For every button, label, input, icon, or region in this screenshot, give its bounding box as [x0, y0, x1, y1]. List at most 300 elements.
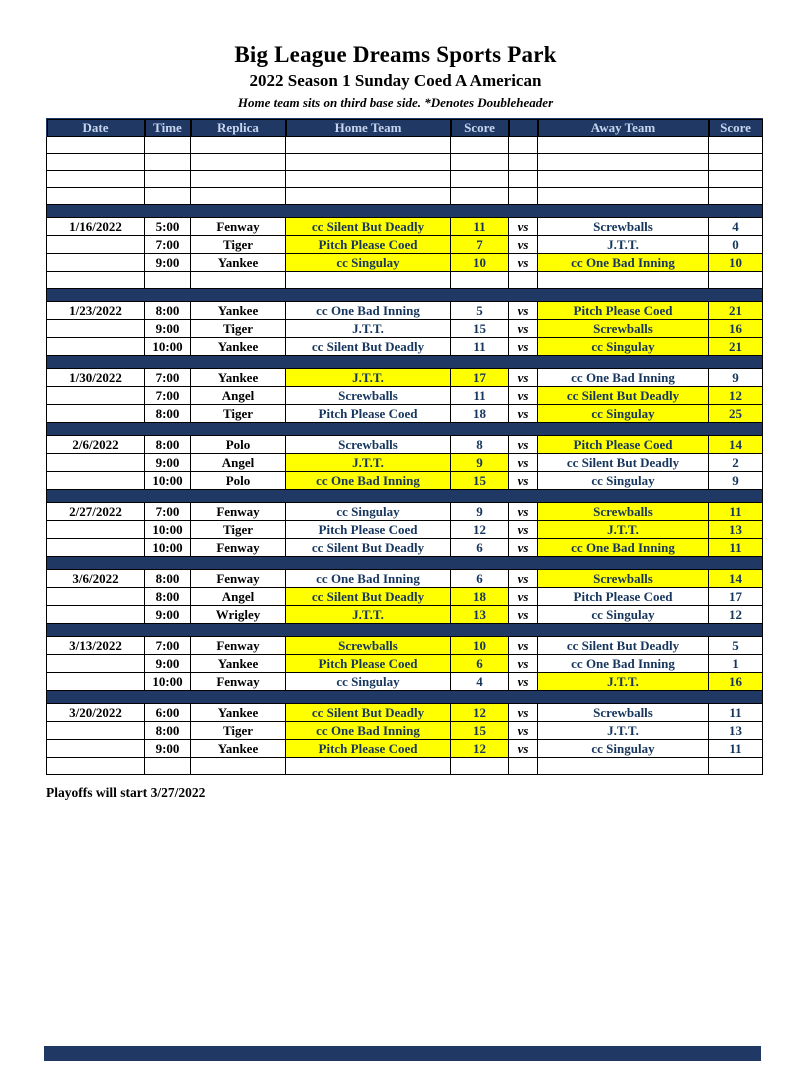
home-score-cell: 18 — [451, 405, 509, 423]
vs-label-cell: vs — [509, 521, 538, 539]
empty-cell — [47, 758, 145, 775]
home-score-cell: 17 — [451, 369, 509, 387]
date-cell — [47, 740, 145, 758]
empty-cell — [286, 137, 451, 154]
vs-label-cell: vs — [509, 369, 538, 387]
date-cell — [47, 254, 145, 272]
away-score-cell: 16 — [709, 673, 763, 691]
time-cell: 8:00 — [145, 570, 191, 588]
away-score-cell: 10 — [709, 254, 763, 272]
vs-label-cell: vs — [509, 740, 538, 758]
replica-cell: Angel — [191, 387, 286, 405]
vs-label-cell: vs — [509, 539, 538, 557]
empty-cell — [709, 272, 763, 289]
empty-cell — [191, 137, 286, 154]
home-team-cell: J.T.T. — [286, 320, 451, 338]
empty-cell — [145, 171, 191, 188]
time-cell: 10:00 — [145, 521, 191, 539]
home-team-cell: Screwballs — [286, 387, 451, 405]
empty-cell — [286, 154, 451, 171]
game-row — [47, 436, 763, 454]
vs-label-cell: vs — [509, 673, 538, 691]
home-team-cell: cc One Bad Inning — [286, 722, 451, 740]
date-cell — [47, 236, 145, 254]
schedule-page — [0, 42, 791, 1066]
time-cell: 9:00 — [145, 740, 191, 758]
time-cell: 7:00 — [145, 387, 191, 405]
vs-label-cell: vs — [509, 503, 538, 521]
away-score-cell: 17 — [709, 588, 763, 606]
home-score-cell: 5 — [451, 302, 509, 320]
empty-cell — [286, 171, 451, 188]
away-score-cell: 12 — [709, 606, 763, 624]
header-replica: Replica — [191, 119, 286, 137]
replica-cell: Fenway — [191, 503, 286, 521]
empty-row — [47, 272, 763, 289]
replica-cell: Fenway — [191, 637, 286, 655]
empty-cell — [286, 272, 451, 289]
game-row — [47, 236, 763, 254]
date-cell — [47, 521, 145, 539]
away-team-cell: Pitch Please Coed — [538, 588, 709, 606]
vs-label-cell: vs — [509, 722, 538, 740]
empty-cell — [509, 272, 538, 289]
empty-cell — [145, 188, 191, 205]
away-team-cell: cc Singulay — [538, 472, 709, 490]
game-row — [47, 472, 763, 490]
away-team-cell: cc Singulay — [538, 740, 709, 758]
time-cell: 9:00 — [145, 254, 191, 272]
away-team-cell: cc One Bad Inning — [538, 655, 709, 673]
vs-label-cell: vs — [509, 655, 538, 673]
empty-cell — [286, 188, 451, 205]
empty-cell — [451, 137, 509, 154]
away-score-cell: 25 — [709, 405, 763, 423]
empty-cell — [709, 188, 763, 205]
empty-cell — [145, 272, 191, 289]
home-team-cell: Screwballs — [286, 436, 451, 454]
time-cell: 5:00 — [145, 218, 191, 236]
home-score-cell: 13 — [451, 606, 509, 624]
away-score-cell: 1 — [709, 655, 763, 673]
date-cell: 3/6/2022 — [47, 570, 145, 588]
date-cell: 2/6/2022 — [47, 436, 145, 454]
empty-cell — [451, 188, 509, 205]
empty-cell — [509, 154, 538, 171]
home-score-cell: 11 — [451, 338, 509, 356]
away-team-cell: Screwballs — [538, 704, 709, 722]
home-score-cell: 7 — [451, 236, 509, 254]
game-row — [47, 673, 763, 691]
home-score-cell: 4 — [451, 673, 509, 691]
empty-row — [47, 154, 763, 171]
empty-cell — [538, 171, 709, 188]
away-score-cell: 21 — [709, 338, 763, 356]
game-row — [47, 588, 763, 606]
away-team-cell: cc Singulay — [538, 606, 709, 624]
home-team-cell: cc Silent But Deadly — [286, 704, 451, 722]
date-cell — [47, 722, 145, 740]
home-score-cell: 15 — [451, 722, 509, 740]
home-team-cell: cc Silent But Deadly — [286, 218, 451, 236]
time-cell: 8:00 — [145, 405, 191, 423]
away-score-cell: 11 — [709, 740, 763, 758]
home-team-cell: cc One Bad Inning — [286, 302, 451, 320]
empty-cell — [538, 272, 709, 289]
vs-label-cell: vs — [509, 454, 538, 472]
vs-label-cell: vs — [509, 405, 538, 423]
replica-cell: Fenway — [191, 673, 286, 691]
time-cell: 10:00 — [145, 472, 191, 490]
week-separator-row — [47, 423, 763, 436]
schedule-body — [47, 137, 763, 775]
home-score-cell: 12 — [451, 521, 509, 539]
empty-cell — [286, 758, 451, 775]
away-team-cell: cc One Bad Inning — [538, 369, 709, 387]
home-team-cell: Pitch Please Coed — [286, 521, 451, 539]
empty-cell — [47, 272, 145, 289]
home-score-cell: 8 — [451, 436, 509, 454]
away-score-cell: 11 — [709, 503, 763, 521]
empty-cell — [451, 758, 509, 775]
replica-cell: Angel — [191, 588, 286, 606]
home-score-cell: 12 — [451, 704, 509, 722]
empty-cell — [47, 137, 145, 154]
home-score-cell: 6 — [451, 570, 509, 588]
empty-cell — [538, 188, 709, 205]
time-cell: 9:00 — [145, 655, 191, 673]
home-score-cell: 15 — [451, 472, 509, 490]
home-team-cell: Pitch Please Coed — [286, 405, 451, 423]
away-team-cell: cc One Bad Inning — [538, 539, 709, 557]
away-team-cell: Screwballs — [538, 503, 709, 521]
week-separator-cell — [47, 356, 763, 369]
away-team-cell: cc Singulay — [538, 405, 709, 423]
home-score-cell: 15 — [451, 320, 509, 338]
vs-label-cell: vs — [509, 218, 538, 236]
week-separator-cell — [47, 557, 763, 570]
time-cell: 10:00 — [145, 539, 191, 557]
game-row — [47, 302, 763, 320]
schedule-table — [46, 118, 763, 775]
replica-cell: Yankee — [191, 655, 286, 673]
home-score-cell: 11 — [451, 387, 509, 405]
date-cell: 1/23/2022 — [47, 302, 145, 320]
game-row — [47, 704, 763, 722]
vs-label-cell: vs — [509, 320, 538, 338]
time-cell: 7:00 — [145, 637, 191, 655]
game-row — [47, 740, 763, 758]
empty-cell — [709, 154, 763, 171]
empty-cell — [451, 154, 509, 171]
date-cell — [47, 320, 145, 338]
empty-cell — [145, 154, 191, 171]
away-team-cell: J.T.T. — [538, 722, 709, 740]
time-cell: 8:00 — [145, 436, 191, 454]
replica-cell: Fenway — [191, 539, 286, 557]
away-score-cell: 9 — [709, 472, 763, 490]
week-separator-cell — [47, 490, 763, 503]
empty-row — [47, 171, 763, 188]
game-row — [47, 539, 763, 557]
vs-label-cell: vs — [509, 588, 538, 606]
replica-cell: Yankee — [191, 740, 286, 758]
playoffs-note: Playoffs will start 3/27/2022 — [46, 785, 206, 800]
empty-cell — [509, 188, 538, 205]
bottom-navy-bar — [44, 1046, 761, 1061]
away-score-cell: 11 — [709, 539, 763, 557]
date-cell: 3/20/2022 — [47, 704, 145, 722]
away-score-cell: 12 — [709, 387, 763, 405]
game-row — [47, 454, 763, 472]
game-row — [47, 218, 763, 236]
away-score-cell: 14 — [709, 570, 763, 588]
empty-cell — [191, 272, 286, 289]
home-score-cell: 10 — [451, 637, 509, 655]
game-row — [47, 503, 763, 521]
home-team-cell: Pitch Please Coed — [286, 655, 451, 673]
vs-label-cell: vs — [509, 302, 538, 320]
header-home-score: Score — [451, 119, 509, 137]
empty-cell — [191, 188, 286, 205]
vs-label-cell: vs — [509, 387, 538, 405]
time-cell: 9:00 — [145, 454, 191, 472]
game-row — [47, 521, 763, 539]
home-score-cell: 9 — [451, 503, 509, 521]
header-row — [47, 119, 763, 137]
date-cell — [47, 338, 145, 356]
time-cell: 6:00 — [145, 704, 191, 722]
away-score-cell: 2 — [709, 454, 763, 472]
away-score-cell: 4 — [709, 218, 763, 236]
home-team-cell: cc Silent But Deadly — [286, 338, 451, 356]
time-cell: 7:00 — [145, 503, 191, 521]
home-score-cell: 18 — [451, 588, 509, 606]
header-away-score: Score — [709, 119, 763, 137]
away-score-cell: 21 — [709, 302, 763, 320]
week-separator-cell — [47, 289, 763, 302]
empty-row — [47, 758, 763, 775]
date-cell: 1/16/2022 — [47, 218, 145, 236]
empty-cell — [538, 137, 709, 154]
week-separator-row — [47, 205, 763, 218]
home-team-cell: cc Singulay — [286, 503, 451, 521]
replica-cell: Angel — [191, 454, 286, 472]
game-row — [47, 722, 763, 740]
replica-cell: Tiger — [191, 320, 286, 338]
away-team-cell: J.T.T. — [538, 521, 709, 539]
empty-cell — [191, 171, 286, 188]
game-row — [47, 387, 763, 405]
replica-cell: Yankee — [191, 338, 286, 356]
date-cell — [47, 387, 145, 405]
home-team-cell: cc Singulay — [286, 254, 451, 272]
empty-cell — [145, 758, 191, 775]
replica-cell: Yankee — [191, 704, 286, 722]
week-separator-row — [47, 691, 763, 704]
date-cell — [47, 673, 145, 691]
date-cell: 2/27/2022 — [47, 503, 145, 521]
week-separator-row — [47, 356, 763, 369]
empty-cell — [47, 188, 145, 205]
page-note: Home team sits on third base side. *Denotes Doubleheader — [237, 95, 554, 110]
empty-cell — [145, 137, 191, 154]
away-team-cell: J.T.T. — [538, 673, 709, 691]
header-away-team: Away Team — [538, 119, 709, 137]
home-score-cell: 9 — [451, 454, 509, 472]
time-cell: 10:00 — [145, 673, 191, 691]
vs-label-cell: vs — [509, 436, 538, 454]
away-score-cell: 13 — [709, 521, 763, 539]
date-cell: 3/13/2022 — [47, 637, 145, 655]
vs-label-cell: vs — [509, 570, 538, 588]
home-team-cell: cc One Bad Inning — [286, 472, 451, 490]
away-team-cell: cc Singulay — [538, 338, 709, 356]
empty-cell — [709, 171, 763, 188]
time-cell: 10:00 — [145, 338, 191, 356]
time-cell: 8:00 — [145, 722, 191, 740]
away-team-cell: Screwballs — [538, 570, 709, 588]
replica-cell: Yankee — [191, 369, 286, 387]
week-separator-row — [47, 624, 763, 637]
time-cell: 9:00 — [145, 606, 191, 624]
empty-cell — [509, 758, 538, 775]
home-score-cell: 6 — [451, 655, 509, 673]
game-row — [47, 338, 763, 356]
empty-cell — [509, 137, 538, 154]
game-row — [47, 655, 763, 673]
week-separator-row — [47, 490, 763, 503]
away-score-cell: 14 — [709, 436, 763, 454]
empty-row — [47, 188, 763, 205]
away-team-cell: cc Silent But Deadly — [538, 454, 709, 472]
time-cell: 8:00 — [145, 588, 191, 606]
home-team-cell: J.T.T. — [286, 369, 451, 387]
away-team-cell: Pitch Please Coed — [538, 302, 709, 320]
week-separator-cell — [47, 624, 763, 637]
home-team-cell: cc Silent But Deadly — [286, 588, 451, 606]
time-cell: 8:00 — [145, 302, 191, 320]
replica-cell: Fenway — [191, 218, 286, 236]
header-home-team: Home Team — [286, 119, 451, 137]
away-team-cell: Screwballs — [538, 320, 709, 338]
vs-label-cell: vs — [509, 704, 538, 722]
replica-cell: Fenway — [191, 570, 286, 588]
date-cell — [47, 405, 145, 423]
replica-cell: Tiger — [191, 521, 286, 539]
home-team-cell: J.T.T. — [286, 606, 451, 624]
empty-cell — [191, 154, 286, 171]
replica-cell: Polo — [191, 436, 286, 454]
replica-cell: Wrigley — [191, 606, 286, 624]
week-separator-cell — [47, 423, 763, 436]
away-team-cell: cc Silent But Deadly — [538, 637, 709, 655]
home-team-cell: J.T.T. — [286, 454, 451, 472]
header-time: Time — [145, 119, 191, 137]
replica-cell: Yankee — [191, 302, 286, 320]
game-row — [47, 606, 763, 624]
away-score-cell: 0 — [709, 236, 763, 254]
home-team-cell: cc Singulay — [286, 673, 451, 691]
home-score-cell: 6 — [451, 539, 509, 557]
date-cell — [47, 606, 145, 624]
vs-label-cell: vs — [509, 637, 538, 655]
empty-cell — [509, 171, 538, 188]
empty-row — [47, 137, 763, 154]
away-score-cell: 16 — [709, 320, 763, 338]
page-title: Big League Dreams Sports Park — [234, 42, 557, 67]
date-cell — [47, 472, 145, 490]
home-score-cell: 11 — [451, 218, 509, 236]
replica-cell: Yankee — [191, 254, 286, 272]
empty-cell — [709, 137, 763, 154]
game-row — [47, 320, 763, 338]
home-score-cell: 10 — [451, 254, 509, 272]
week-separator-cell — [47, 691, 763, 704]
empty-cell — [191, 758, 286, 775]
home-team-cell: cc One Bad Inning — [286, 570, 451, 588]
week-separator-cell — [47, 205, 763, 218]
date-cell: 1/30/2022 — [47, 369, 145, 387]
header-vs — [509, 119, 538, 137]
away-team-cell: cc One Bad Inning — [538, 254, 709, 272]
empty-cell — [451, 171, 509, 188]
home-score-cell: 12 — [451, 740, 509, 758]
replica-cell: Tiger — [191, 722, 286, 740]
empty-cell — [47, 154, 145, 171]
empty-cell — [709, 758, 763, 775]
away-team-cell: cc Silent But Deadly — [538, 387, 709, 405]
date-cell — [47, 655, 145, 673]
date-cell — [47, 454, 145, 472]
game-row — [47, 570, 763, 588]
replica-cell: Tiger — [191, 236, 286, 254]
game-row — [47, 369, 763, 387]
away-score-cell: 13 — [709, 722, 763, 740]
replica-cell: Polo — [191, 472, 286, 490]
vs-label-cell: vs — [509, 254, 538, 272]
week-separator-row — [47, 289, 763, 302]
empty-cell — [47, 171, 145, 188]
game-row — [47, 637, 763, 655]
replica-cell: Tiger — [191, 405, 286, 423]
home-team-cell: Pitch Please Coed — [286, 236, 451, 254]
away-team-cell: Pitch Please Coed — [538, 436, 709, 454]
away-team-cell: Screwballs — [538, 218, 709, 236]
vs-label-cell: vs — [509, 606, 538, 624]
away-team-cell: J.T.T. — [538, 236, 709, 254]
away-score-cell: 5 — [709, 637, 763, 655]
empty-cell — [451, 272, 509, 289]
away-score-cell: 9 — [709, 369, 763, 387]
vs-label-cell: vs — [509, 236, 538, 254]
page-subtitle: 2022 Season 1 Sunday Coed A American — [249, 71, 542, 90]
time-cell: 9:00 — [145, 320, 191, 338]
header-date: Date — [47, 119, 145, 137]
date-cell — [47, 588, 145, 606]
home-team-cell: Pitch Please Coed — [286, 740, 451, 758]
home-team-cell: Screwballs — [286, 637, 451, 655]
time-cell: 7:00 — [145, 369, 191, 387]
away-score-cell: 11 — [709, 704, 763, 722]
game-row — [47, 254, 763, 272]
empty-cell — [538, 154, 709, 171]
date-cell — [47, 539, 145, 557]
week-separator-row — [47, 557, 763, 570]
game-row — [47, 405, 763, 423]
vs-label-cell: vs — [509, 472, 538, 490]
home-team-cell: cc Silent But Deadly — [286, 539, 451, 557]
